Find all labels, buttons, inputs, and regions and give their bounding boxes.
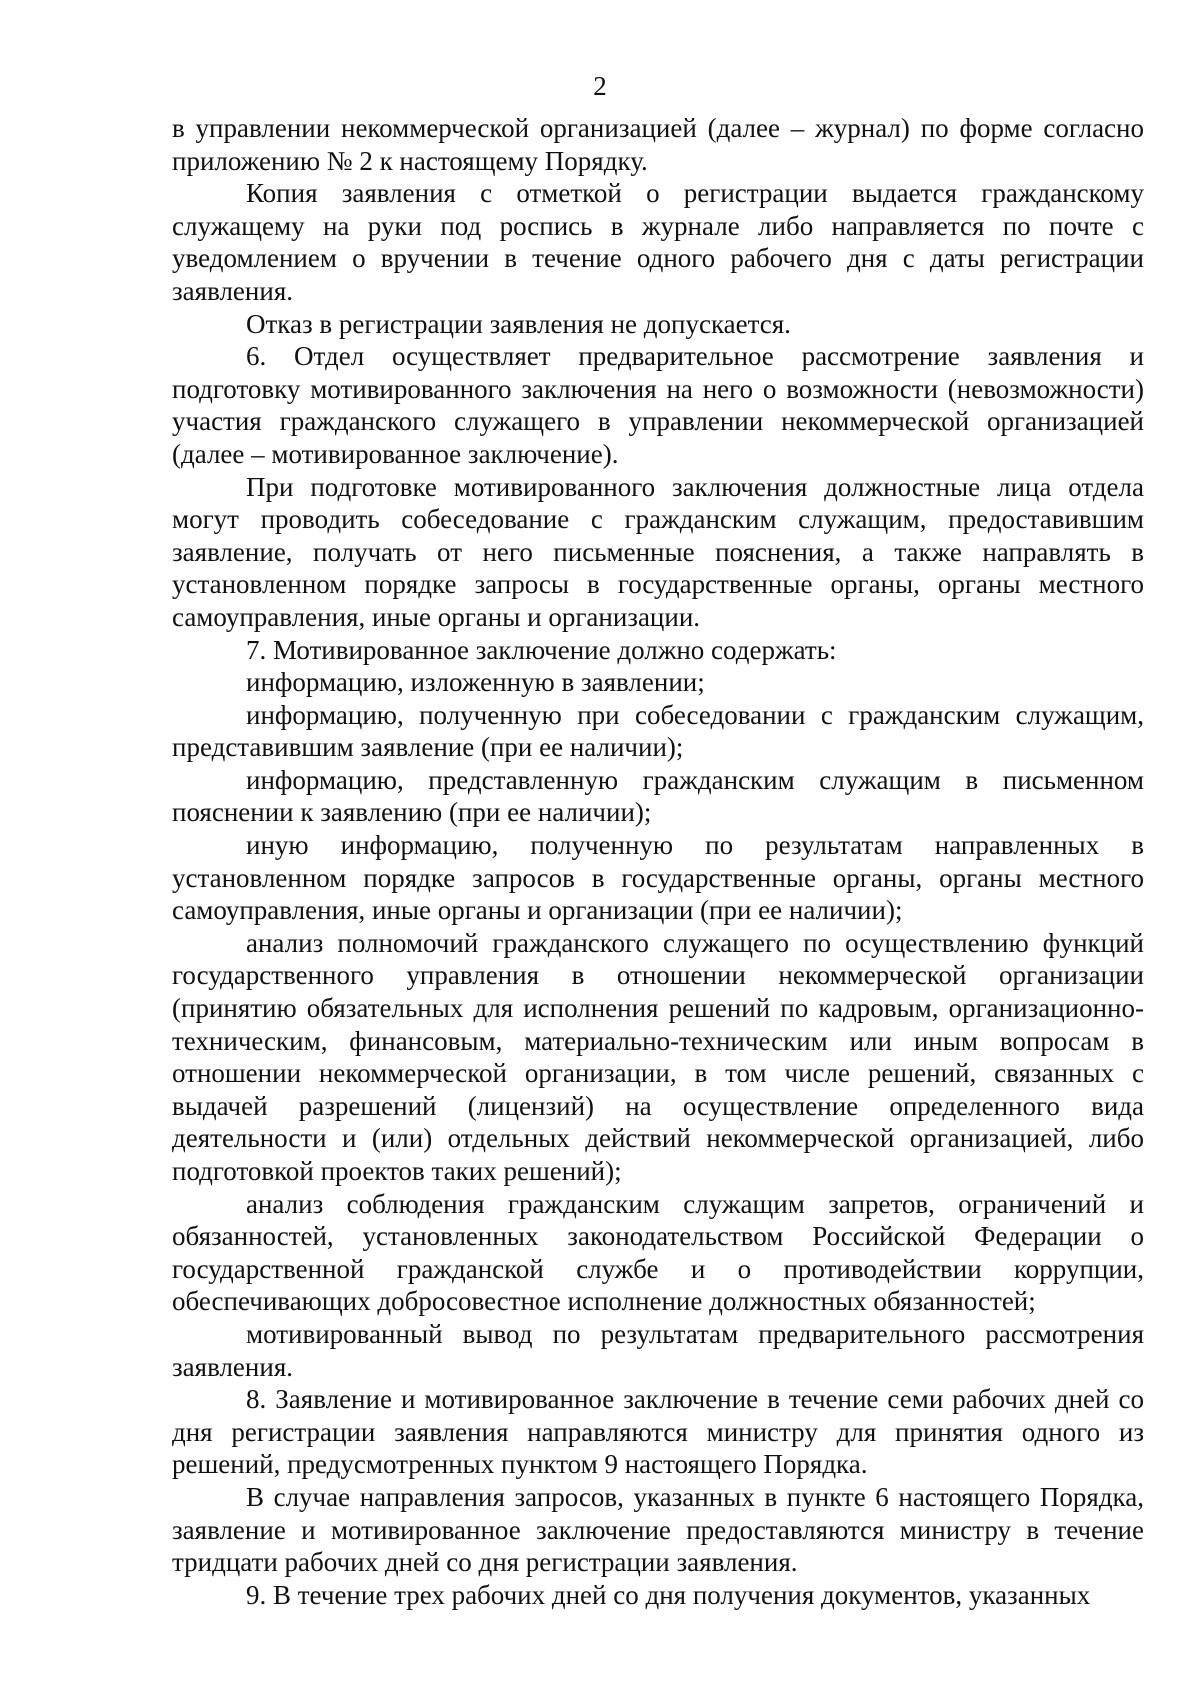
- paragraph: анализ соблюдения гражданским служащим запретов, ограничений и обязанностей, установленных законодательством Российской Федерации о государственной гражданской службе и о противодействии коррупции, обеспечивающих добросовестное исполнение должностных обязанностей;: [172, 1188, 1144, 1317]
- paragraph: информацию, изложенную в заявлении;: [246, 667, 705, 698]
- page-number: 2: [593, 71, 607, 101]
- paragraph: информацию, полученную при собеседовании с гражданским служащим, представившим заявление (при ее наличии);: [172, 699, 1144, 763]
- document-body: [172, 112, 1144, 1611]
- paragraph: иную информацию, полученную по результатам направленных в установленном порядке запросов в государственные органы, органы местного самоуправления, иные органы и организации (при ее наличии);: [172, 830, 1144, 926]
- paragraph: 8. Заявление и мотивированное заключение в течение семи рабочих дней со дня регистрации заявления направляются министру для принятия одного из решений, предусмотренных пунктом 9 настоящего Порядка.: [172, 1384, 1144, 1480]
- paragraph: 7. Мотивированное заключение должно содержать:: [246, 634, 837, 665]
- paragraph: При подготовке мотивированного заключения должностные лица отдела могут проводить собеседование с гражданским служащим, предоставившим заявление, получать от него письменные пояснения, а также направлять в установленном порядке запросы в государственные органы, органы местного самоуправления, иные органы и организации.: [172, 471, 1144, 632]
- paragraph: Копия заявления с отметкой о регистрации выдается гражданскому служащему на руки под роспись в журнале либо направляется по почте с уведомлением о вручении в течение одного рабочего дня с даты регистрации заявления.: [172, 178, 1144, 306]
- paragraph: В случае направления запросов, указанных в пункте 6 настоящего Порядка, заявление и мотивированное заключение предоставляются министру в течение тридцати рабочих дней со дня регистрации заявления.: [172, 1481, 1144, 1578]
- paragraph: мотивированный вывод по результатам предварительного рассмотрения заявления.: [172, 1318, 1144, 1382]
- paragraph: информацию, представленную гражданским служащим в письменном пояснении к заявлению (при ее наличии);: [172, 764, 1144, 828]
- paragraph: 6. Отдел осуществляет предварительное рассмотрение заявления и подготовку мотивированного заключения на него о возможности (невозможности) участия гражданского служащего в управлении некоммерческой организацией (далее – мотивированное заключение).: [172, 341, 1144, 469]
- paragraph: анализ полномочий гражданского служащего по осуществлению функций государственного управления в отношении некоммерческой организации (принятию обязательных для исполнения решений по кадровым, организационно-техническим, финансовым, материально-техническим или иным вопросам в отношении некоммерческой организации, в том числе решений, связанных с выдачей разрешений (лицензий) на осуществление определенного вида деятельности и (или) отдельных действий некоммерческой организацией, либо подготовкой проектов таких решений);: [172, 927, 1144, 1186]
- paragraph: 9. В течение трех рабочих дней со дня получения документов, указанных: [246, 1579, 1091, 1610]
- paragraph: Отказ в регистрации заявления не допускается.: [246, 308, 791, 339]
- paragraph: в управлении некоммерческой организацией (далее – журнал) по форме согласно приложению № 2 к настоящему Порядку.: [172, 113, 1144, 176]
